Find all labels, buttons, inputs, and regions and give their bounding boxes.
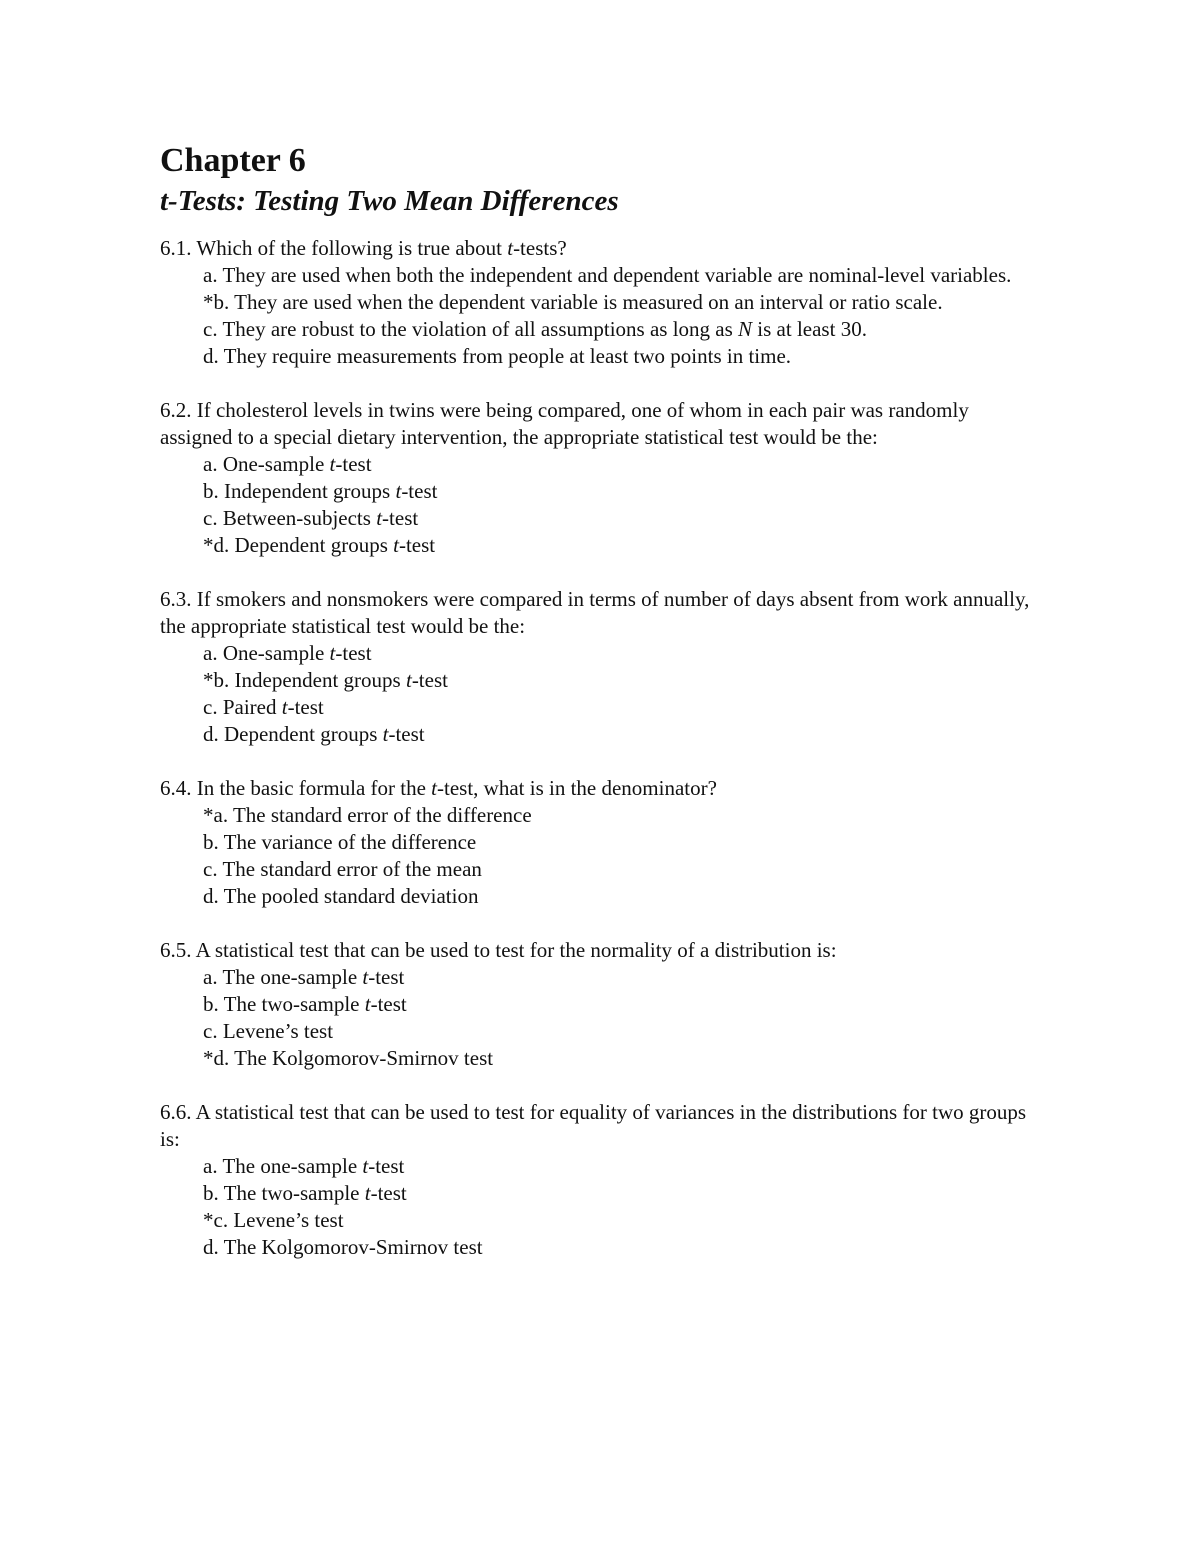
answer-option: c. Paired t-test bbox=[203, 695, 324, 719]
answer-option-correct: *b. Independent groups t-test bbox=[203, 668, 448, 692]
question-stem: 6.4. In the basic formula for the t-test, what is in the denominator? bbox=[160, 776, 717, 800]
answer-option: a. They are used when both the independent and dependent variable are nominal-level variables. bbox=[203, 263, 1012, 287]
question-stem: 6.6. A statistical test that can be used to test for equality of variances in the distributions for two groups is: bbox=[160, 1100, 1027, 1151]
answer-option: b. Independent groups t-test bbox=[203, 479, 438, 503]
question-stem: 6.5. A statistical test that can be used to test for the normality of a distribution is: bbox=[160, 938, 837, 962]
answer-option: a. The one-sample t-test bbox=[203, 1154, 405, 1178]
chapter-title: Chapter 6 bbox=[160, 142, 306, 179]
question-6-1 bbox=[160, 235, 1040, 370]
chapter-subtitle bbox=[160, 182, 1040, 220]
answer-option-correct: *a. The standard error of the difference bbox=[203, 803, 532, 827]
answer-option: c. Levene’s test bbox=[203, 1019, 334, 1043]
answer-option: c. They are robust to the violation of all assumptions as long as N is at least 30. bbox=[203, 317, 867, 341]
question-stem: 6.2. If cholesterol levels in twins were being compared, one of whom in each pair was randomly assigned to a special dietary intervention, the appropriate statistical test would be the: bbox=[160, 398, 969, 449]
question-6-5 bbox=[160, 937, 1040, 1072]
answer-option: d. They require measurements from people at least two points in time. bbox=[203, 344, 792, 368]
answer-option-correct: *b. They are used when the dependent variable is measured on an interval or ratio scale. bbox=[203, 290, 943, 314]
answer-option: c. Between-subjects t-test bbox=[203, 506, 419, 530]
answer-option: b. The variance of the difference bbox=[203, 830, 477, 854]
question-6-2 bbox=[160, 397, 1040, 559]
answer-option: a. One-sample t-test bbox=[203, 452, 372, 476]
question-6-4 bbox=[160, 775, 1040, 910]
answer-option: a. The one-sample t-test bbox=[203, 965, 405, 989]
answer-option: d. The pooled standard deviation bbox=[203, 884, 479, 908]
answer-option: d. Dependent groups t-test bbox=[203, 722, 425, 746]
answer-option: b. The two-sample t-test bbox=[203, 1181, 407, 1205]
document-page bbox=[160, 140, 1040, 1288]
answer-option-correct: *d. The Kolgomorov-Smirnov test bbox=[203, 1046, 494, 1070]
answer-option: c. The standard error of the mean bbox=[203, 857, 482, 881]
answer-option: a. One-sample t-test bbox=[203, 641, 372, 665]
answer-option-correct: *c. Levene’s test bbox=[203, 1208, 344, 1232]
question-stem: 6.1. Which of the following is true about t-tests? bbox=[160, 236, 567, 260]
answer-option: b. The two-sample t-test bbox=[203, 992, 407, 1016]
answer-option: d. The Kolgomorov-Smirnov test bbox=[203, 1235, 483, 1259]
question-6-3 bbox=[160, 586, 1040, 748]
answer-option-correct: *d. Dependent groups t-test bbox=[203, 533, 436, 557]
question-6-6 bbox=[160, 1099, 1040, 1261]
question-stem: 6.3. If smokers and nonsmokers were compared in terms of number of days absent from work annually, the appropriate statistical test would be the: bbox=[160, 587, 1030, 638]
chapter-subtitle-text: t-Tests: Testing Two Mean Differences bbox=[160, 185, 619, 217]
